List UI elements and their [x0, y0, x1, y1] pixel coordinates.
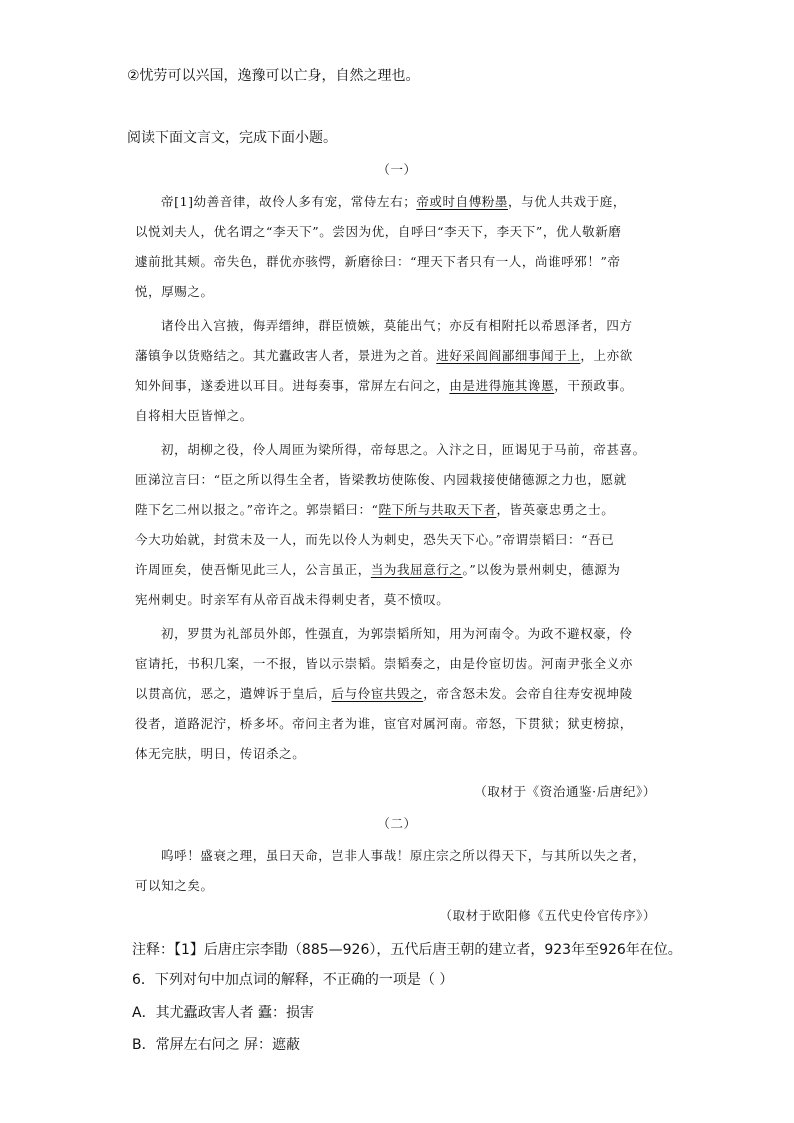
p4-line5: 体无完肤，明日，传诏杀之。 — [135, 746, 306, 761]
p3-line2: 匝涕泣言曰：“臣之所以得生全者，皆梁教坊使陈俊、内园栽接使储德源之力也，愿就 — [135, 472, 627, 487]
source-citation-1: （取材于《资治通鉴·后唐纪》） — [474, 784, 656, 799]
p1-line4: 悦，厚赐之。 — [135, 284, 214, 299]
p2-underlined-phrase-1: 进好采闾阎鄙细事闻于上 — [436, 348, 581, 363]
p2-line3 — [135, 376, 633, 396]
p1-line1-text-a: 帝[1]幼善音律，故伶人多有宠，常侍左右； — [161, 194, 417, 209]
p2-line1: 诸伶出入宫掖，侮弄缙绅，群臣愤嫉，莫能出气；亦反有相附托以希恩泽者，四方 — [161, 318, 633, 333]
option-b: B．常屏左右问之 屏：遮蔽 — [132, 1037, 301, 1053]
source-citation-2: （取材于欧阳修《五代史伶官传序》） — [439, 908, 656, 923]
intro-line: ②忧劳可以兴国，逸豫可以亡身，自然之理也。 — [127, 68, 420, 84]
part2-line2: 可以知之矣。 — [135, 878, 214, 893]
p3-line3-text-b: ，皆英豪忠勇之士。 — [496, 502, 615, 517]
p4-line3-text-a: 以贯高伉，恶之，遣婢诉于皇后， — [135, 686, 332, 701]
p3-line1: 初，胡柳之役，伶人周匝为梁所得，帝每思之。入汴之日，匝谒见于马前，帝甚喜。 — [161, 442, 646, 457]
p2-line3-text-a: 知外间事，遂委进以耳目。进每奏事，常屏左右问之， — [135, 378, 450, 393]
option-a: A．其尤蠹政害人者 蠹：损害 — [132, 1005, 315, 1021]
p3-line3-text-a: 陛下乞二州以报之。”帝许之。郭崇韬曰：“ — [135, 502, 379, 517]
p2-line3-text-b: ，干预政事。 — [554, 378, 633, 393]
p2-line2 — [135, 346, 633, 366]
p3-underlined-phrase-2: 当为我屈意行之 — [370, 562, 463, 577]
p4-underlined-phrase: 后与伶宦共毁之 — [331, 686, 424, 701]
p3-line3 — [135, 500, 614, 520]
p3-line4: 今大功始就，封赏未及一人，而先以伶人为刺史，恐失天下心。”帝谓崇韬曰：“吾已 — [135, 532, 615, 547]
p1-line1 — [161, 192, 626, 212]
p4-line1: 初，罗贯为礼部员外郎，性强直，为郭崇韬所知，用为河南令。为政不避权豪，伶 — [161, 626, 633, 641]
p1-underlined-phrase: 帝或时自傅粉墨 — [416, 194, 509, 209]
p2-line4: 自将相大臣皆惮之。 — [135, 408, 253, 423]
p1-line1-text-b: ，与优人共戏于庭， — [508, 194, 626, 209]
p4-line4: 役者，道路泥泞，桥多坏。帝问主者为谁，宦官对属河南。帝怒，下贯狱；狱吏榜掠， — [135, 716, 633, 731]
p3-line5-text-b: 。”以俊为景州刺史，德源为 — [462, 562, 621, 577]
part2-heading: （二） — [377, 816, 417, 831]
part1-heading: （一） — [377, 162, 417, 177]
p1-line3: 遽前批其颊。帝失色，群优亦骇愕，新磨徐曰：“理天下者只有一人，尚谁呼邪！”帝 — [135, 254, 621, 269]
p3-line5 — [135, 560, 620, 580]
p4-line3-text-b: ，帝含怒未发。会帝自往寿安视坤陵 — [423, 686, 633, 701]
p2-underlined-phrase-2: 由是进得施其谗慝 — [449, 378, 555, 393]
instruction: 阅读下面文言文，完成下面小题。 — [127, 130, 337, 146]
p4-line3 — [135, 684, 633, 704]
question-6: 6．下列对句中加点词的解释，不正确的一项是（ ） — [132, 972, 454, 988]
p2-line2-text-a: 藩镇争以货赂结之。其尤蠹政害人者，景进为之首。 — [135, 348, 437, 363]
p2-line2-text-b: ，上亦欲 — [580, 348, 633, 363]
p3-line6: 宪州刺史。时亲军有从帝百战未得刺史者，莫不愤叹。 — [135, 592, 450, 607]
p3-underlined-phrase-1: 陛下所与共取天下者 — [378, 502, 497, 517]
part2-line1: 呜呼！盛衰之理，虽曰天命，岂非人事哉！原庄宗之所以得天下，与其所以失之者， — [161, 848, 646, 863]
p4-line2: 宦请托，书积几案，一不报，皆以示崇韬。崇韬奏之，由是伶宦切齿。河南尹张全义亦 — [135, 656, 633, 671]
p3-line5-text-a: 许周匝矣，使吾惭见此三人，公言虽正， — [135, 562, 371, 577]
p1-line2: 以悦刘夫人，优名谓之“李天下”。尝因为优，自呼曰“李天下，李天下”，优人敬新磨 — [135, 224, 622, 239]
annotation-note: 注释：【1】后唐庄宗李勖（885—926），五代后唐王朝的建立者，923年至926年在位。 — [132, 942, 682, 958]
